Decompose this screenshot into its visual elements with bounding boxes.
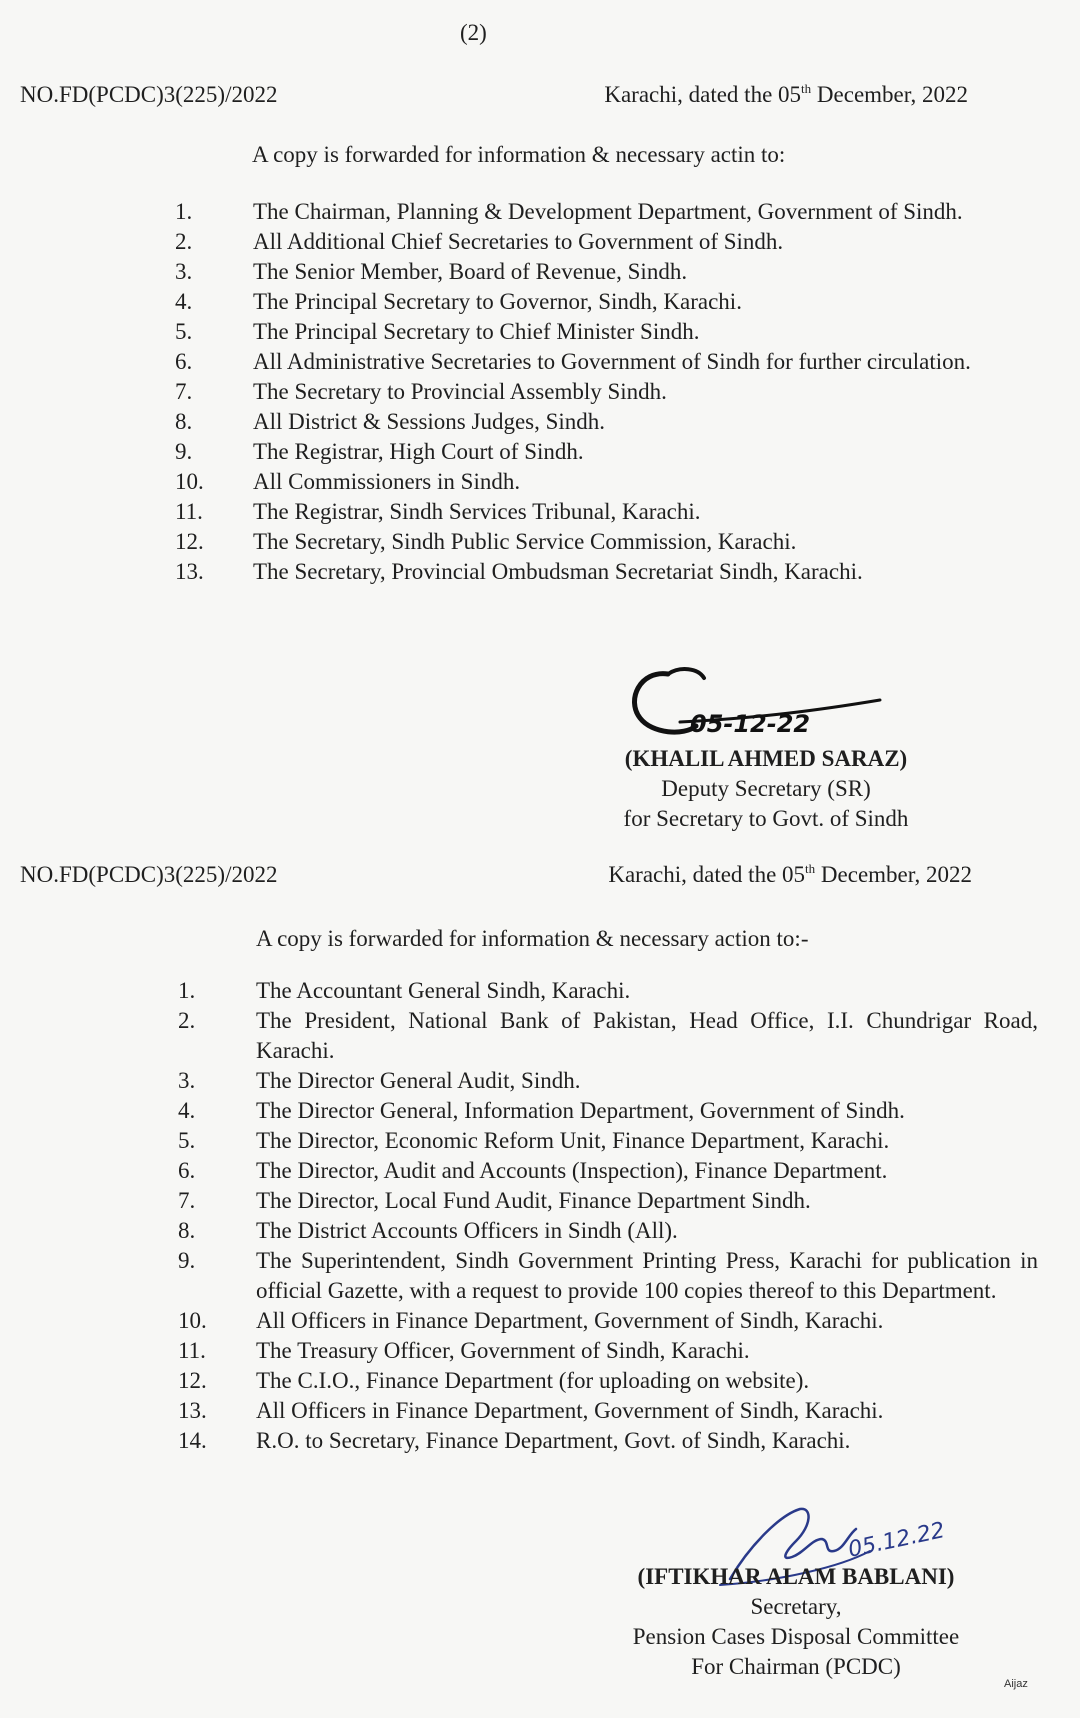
signature-date-1: 05-12-22	[690, 710, 811, 738]
date-text-2: Karachi, dated the 05	[608, 862, 806, 887]
date-line-1	[604, 80, 968, 110]
date-text-1: Karachi, dated the 05	[604, 82, 802, 107]
list-item-text: The Chairman, Planning & Development Department, Government of Sindh.	[253, 199, 963, 224]
list-item-text: The Secretary to Provincial Assembly Sindh.	[253, 379, 667, 404]
signatory-title-2: Secretary,	[750, 1594, 842, 1619]
signatory-name-2: (IFTIKHAR ALAM BABLANI)	[637, 1564, 955, 1589]
list-item-number: 10.	[175, 469, 204, 494]
distribution-intro-1: A copy is forwarded for information & necessary actin to:	[252, 142, 786, 167]
list-item-number: 11.	[178, 1338, 206, 1363]
list-item-number: 1.	[175, 199, 193, 224]
list-item	[175, 497, 1035, 527]
list-item	[178, 1426, 1038, 1456]
list-item-number: 3.	[178, 1068, 196, 1093]
list-item	[178, 1246, 1038, 1306]
list-item-number: 12.	[175, 529, 204, 554]
list-item	[178, 1306, 1038, 1336]
date-month-2: December, 2022	[815, 862, 972, 887]
list-item-text: All Commissioners in Sindh.	[253, 469, 521, 494]
list-item-text: The Director, Economic Reform Unit, Finance Department, Karachi.	[256, 1128, 890, 1153]
list-item	[175, 527, 1035, 557]
list-item-number: 5.	[178, 1128, 196, 1153]
list-item-number: 4.	[178, 1098, 196, 1123]
list-item-text: All District & Sessions Judges, Sindh.	[253, 409, 606, 434]
list-item-number: 8.	[175, 409, 193, 434]
list-item	[178, 1336, 1038, 1366]
list-item-number: 6.	[175, 349, 193, 374]
list-item	[175, 317, 1035, 347]
list-item-text: The District Accounts Officers in Sindh (All).	[256, 1218, 678, 1243]
list-item	[175, 197, 1035, 227]
list-item	[178, 1366, 1038, 1396]
list-item-text: The Senior Member, Board of Revenue, Sindh.	[253, 259, 688, 284]
list-item	[175, 287, 1035, 317]
list-item-number: 2.	[175, 229, 193, 254]
list-item-number: 5.	[175, 319, 193, 344]
signatory-committee-2: Pension Cases Disposal Committee	[632, 1624, 960, 1649]
list-item	[178, 1186, 1038, 1216]
list-item-text: The Registrar, High Court of Sindh.	[253, 439, 584, 464]
list-item	[178, 1156, 1038, 1186]
list-item-number: 11.	[175, 499, 203, 524]
list-item-number: 13.	[175, 559, 204, 584]
typist-initials: Aijaz	[1004, 1678, 1028, 1690]
list-item-text: The Principal Secretary to Chief Minister Sindh.	[253, 319, 700, 344]
reference-number-2: NO.FD(PCDC)3(225)/2022	[20, 862, 278, 887]
distribution-intro-2: A copy is forwarded for information & necessary action to:-	[256, 926, 809, 951]
list-item-text: The Superintendent, Sindh Government Printing Press, Karachi for publication in official Gazette, with a request to provide 100 copies thereof to this Department.	[256, 1248, 1038, 1303]
date-month-1: December, 2022	[811, 82, 968, 107]
signature-1	[620, 660, 900, 750]
list-item-text: The Director General Audit, Sindh.	[256, 1068, 581, 1093]
signatory-block-1	[608, 744, 924, 834]
list-item	[178, 1396, 1038, 1426]
list-item-number: 7.	[175, 379, 193, 404]
list-item	[175, 407, 1035, 437]
list-item	[175, 557, 1035, 587]
list-item	[178, 976, 1038, 1006]
list-item-number: 10.	[178, 1308, 207, 1333]
date-line-2	[608, 860, 972, 890]
list-item-text: The Registrar, Sindh Services Tribunal, Karachi.	[253, 499, 701, 524]
list-item-text: The Principal Secretary to Governor, Sindh, Karachi.	[253, 289, 742, 314]
list-item-text: The Director, Audit and Accounts (Inspection), Finance Department.	[256, 1158, 888, 1183]
list-item-text: All Officers in Finance Department, Government of Sindh, Karachi.	[256, 1398, 884, 1423]
list-item	[175, 467, 1035, 497]
list-item-number: 7.	[178, 1188, 196, 1213]
signatory-title-1: Deputy Secretary (SR)	[661, 776, 871, 801]
list-item-number: 8.	[178, 1218, 196, 1243]
list-item-number: 9.	[175, 439, 193, 464]
list-item	[175, 437, 1035, 467]
list-item-number: 13.	[178, 1398, 207, 1423]
list-item-number: 14.	[178, 1428, 207, 1453]
list-item-number: 4.	[175, 289, 193, 314]
date-superscript-2: th	[805, 861, 816, 876]
list-item	[178, 1006, 1038, 1066]
list-item-text: All Additional Chief Secretaries to Government of Sindh.	[253, 229, 784, 254]
list-item-text: The Director, Local Fund Audit, Finance Department Sindh.	[256, 1188, 811, 1213]
signatory-for-2: For Chairman (PCDC)	[691, 1654, 901, 1679]
list-item-text: The Treasury Officer, Government of Sindh, Karachi.	[256, 1338, 750, 1363]
list-item-text: The Accountant General Sindh, Karachi.	[256, 978, 631, 1003]
page-number: (2)	[460, 20, 487, 45]
list-item-number: 3.	[175, 259, 193, 284]
list-item-number: 12.	[178, 1368, 207, 1393]
list-item-text: All Administrative Secretaries to Government of Sindh for further circulation.	[253, 349, 971, 374]
date-superscript-1: th	[801, 81, 812, 96]
list-item-number: 6.	[178, 1158, 196, 1183]
list-item	[175, 377, 1035, 407]
list-item-number: 1.	[178, 978, 196, 1003]
list-item	[175, 347, 1035, 377]
list-item-text: R.O. to Secretary, Finance Department, Govt. of Sindh, Karachi.	[256, 1428, 851, 1453]
list-item-text: The Director General, Information Department, Government of Sindh.	[256, 1098, 905, 1123]
list-item-number: 2.	[178, 1008, 196, 1033]
list-item-number: 9.	[178, 1248, 196, 1273]
list-item-text: The C.I.O., Finance Department (for uploading on website).	[256, 1368, 810, 1393]
list-item-text: All Officers in Finance Department, Government of Sindh, Karachi.	[256, 1308, 884, 1333]
reference-number-1: NO.FD(PCDC)3(225)/2022	[20, 82, 278, 107]
signatory-for-1: for Secretary to Govt. of Sindh	[623, 806, 909, 831]
signatory-name-1: (KHALIL AHMED SARAZ)	[624, 746, 908, 771]
list-item	[175, 227, 1035, 257]
signatory-block-2	[616, 1562, 976, 1682]
signature-date-2: 05.12.22	[846, 1518, 948, 1563]
list-item-text: The Secretary, Provincial Ombudsman Secretariat Sindh, Karachi.	[253, 559, 863, 584]
list-item-text: The President, National Bank of Pakistan, Head Office, I.I. Chundrigar Road, Karachi.	[256, 1008, 1038, 1063]
distribution-list-1	[175, 197, 1035, 587]
list-item	[175, 257, 1035, 287]
list-item	[178, 1126, 1038, 1156]
distribution-list-2	[178, 976, 1038, 1456]
list-item	[178, 1066, 1038, 1096]
list-item	[178, 1096, 1038, 1126]
list-item-text: The Secretary, Sindh Public Service Commission, Karachi.	[253, 529, 797, 554]
list-item	[178, 1216, 1038, 1246]
